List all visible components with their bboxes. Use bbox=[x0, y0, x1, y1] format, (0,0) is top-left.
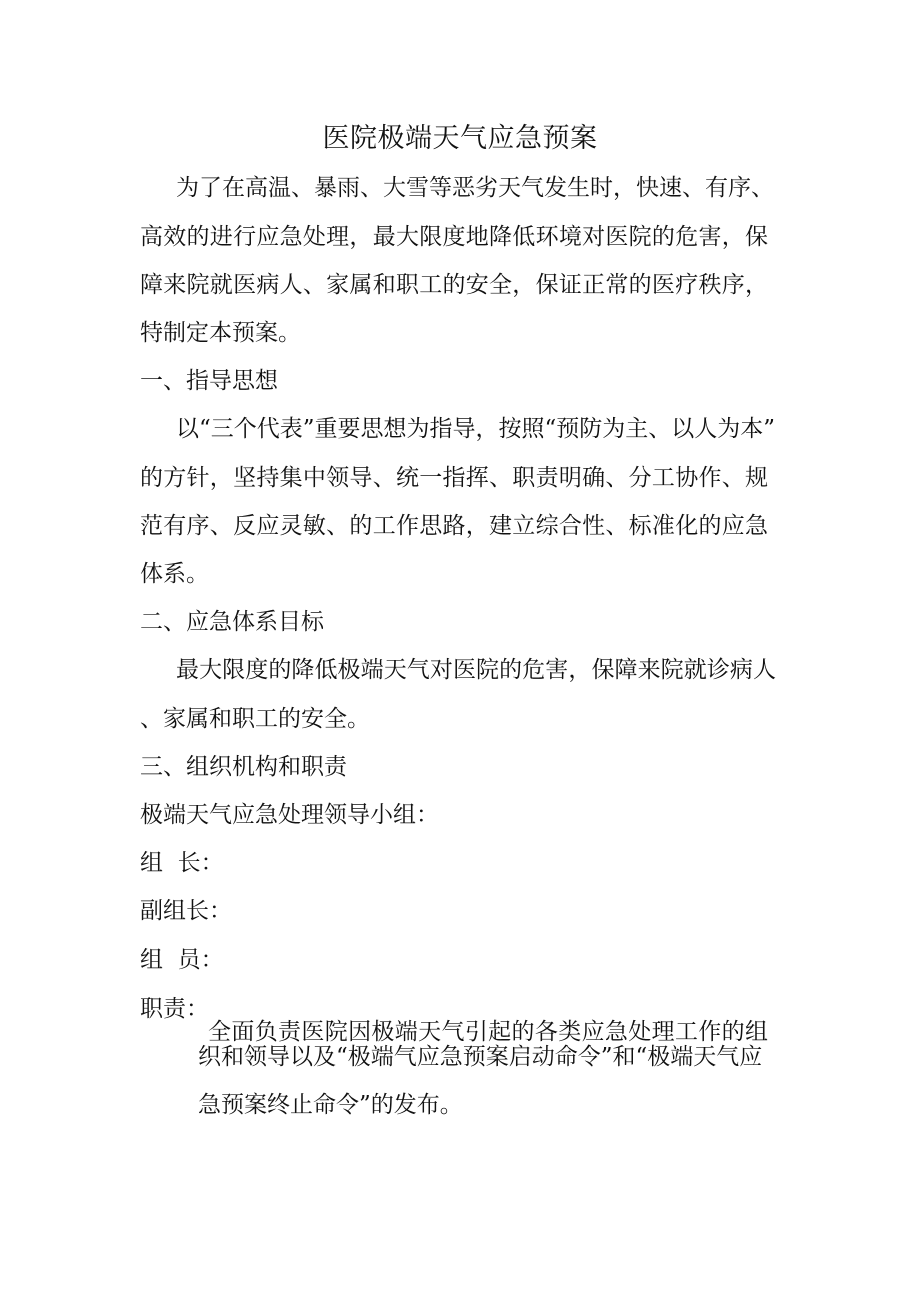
responsibility-line-1: 全面负责医院因极端天气引起的各类应急处理工作的组 bbox=[208, 1019, 768, 1045]
intro-line-3: 障来院就医病人、家属和职工的安全，保证正常的医疗秩序， bbox=[140, 272, 768, 298]
document-title: 医院极端天气应急预案 bbox=[322, 123, 598, 154]
section-1-line-3: 范有序、反应灵敏、的工作思路，建立综合性、标准化的应急 bbox=[140, 513, 768, 539]
responsibility-line-2: 织和领导以及“极端气应急预案启动命令”和“极端天气应 bbox=[198, 1044, 763, 1070]
intro-line-4: 特制定本预案。 bbox=[140, 320, 301, 346]
section-1-heading: 一、指导思想 bbox=[140, 368, 278, 394]
section-2-heading: 二、应急体系目标 bbox=[140, 609, 324, 635]
responsibility-label: 职责： bbox=[140, 996, 209, 1022]
section-2-line-2: 、家属和职工的安全。 bbox=[140, 706, 370, 732]
group-members-label: 组 员： bbox=[140, 947, 224, 973]
intro-line-2: 高效的进行应急处理，最大限度地降低环境对医院的危害，保 bbox=[140, 224, 768, 250]
section-1-line-2: 的方针，坚持集中领导、统一指挥、职责明确、分工协作、规 bbox=[140, 465, 768, 491]
section-3-heading: 三、组织机构和职责 bbox=[140, 754, 347, 780]
section-1-line-4: 体系。 bbox=[140, 561, 209, 587]
group-title: 极端天气应急处理领导小组： bbox=[140, 802, 439, 828]
responsibility-line-3: 急预案终止命令”的发布。 bbox=[198, 1092, 463, 1118]
section-1-line-1: 以“三个代表”重要思想为指导，按照“预防为主、以人为本” bbox=[176, 416, 776, 442]
intro-line-1: 为了在高温、暴雨、大雪等恶劣天气发生时，快速、有序、 bbox=[176, 175, 774, 201]
section-2-line-1: 最大限度的降低极端天气对医院的危害，保障来院就诊病人 bbox=[176, 657, 776, 683]
group-leader-label: 组 长： bbox=[140, 850, 224, 876]
group-deputy-label: 副组长： bbox=[140, 898, 232, 924]
